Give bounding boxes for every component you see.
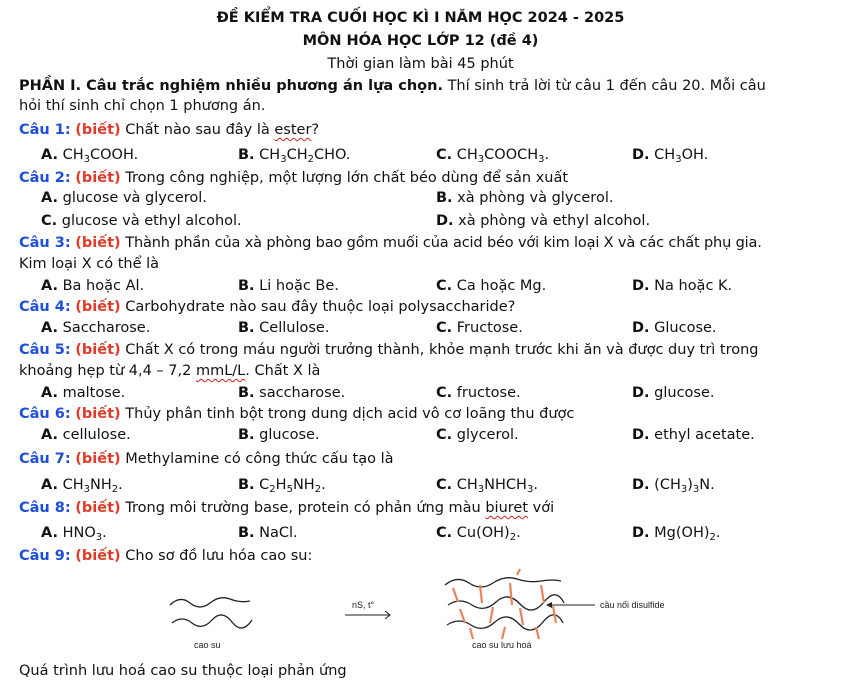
question-text: Carbohydrate nào sau đây thuộc loại polysaccharide? [125,299,516,315]
q5-option-b[interactable]: B. saccharose. [238,385,346,401]
question-text-end: ? [311,122,320,138]
q3-option-b[interactable]: B. Li hoặc Be. [238,278,339,294]
vulcanization-diagram [160,565,700,655]
question-number: Câu 4: [19,299,71,315]
question-number: Câu 9: [19,548,71,564]
question-text: Trong công nghiệp, một lượng lớn chất béo dùng để sản xuất [125,170,569,186]
question-number: Câu 5: [19,342,71,358]
question-number: Câu 7: [19,451,71,467]
q5-option-c[interactable]: C. fructose. [436,385,521,401]
q8-option-c[interactable]: C. $Cu(OH)_2$. [436,525,521,543]
q4-option-a[interactable]: A. Saccharose. [41,320,151,336]
q2-option-b[interactable]: B. xà phòng và glycerol. [436,190,614,206]
reaction-condition: nS, t° [352,600,375,610]
q1-option-b[interactable]: B. $CH_3CH_2CHO$. [238,147,351,165]
disulfide-bridge-label: cầu nối disulfide [600,600,665,610]
question-5 [19,342,759,358]
question-number: Câu 8: [19,500,71,516]
q8-option-b[interactable]: B. NaCl. [238,525,298,541]
disulfide-bridges [453,569,556,639]
question-level: (biết) [75,406,121,422]
question-6 [19,406,574,422]
part1-instruction-2: hỏi thí sinh chỉ chọn 1 phương án. [19,98,266,114]
q6-option-c[interactable]: C. glycerol. [436,427,519,443]
q3-option-d[interactable]: D. Na hoặc K. [632,278,733,294]
q3-option-c[interactable]: C. Ca hoặc Mg. [436,278,547,294]
vulcanized-rubber [445,569,665,650]
q7-option-b[interactable]: B. $C_2H_5NH_2$. [238,477,326,495]
exam-time: Thời gian làm bài 45 phút [327,56,514,72]
reaction-arrow [345,600,390,619]
q2-option-d[interactable]: D. xà phòng và ethyl alcohol. [436,213,651,229]
exam-title: ĐỀ KIỂM TRA CUỐI HỌC KÌ I NĂM HỌC 2024 - 2025 [216,10,625,26]
question-level: (biết) [75,235,121,251]
raw-rubber-label: cao su [194,640,221,650]
question-text-end: với [528,500,555,516]
question-3-text-2: Kim loại X có thể là [19,256,160,272]
question-number: Câu 1: [19,122,71,138]
part1-heading: PHẦN I. Câu trắc nghiệm nhiều phương án lựa chọn. [19,78,443,94]
vulcanized-rubber-label: cao su lưu hoá [472,640,532,650]
question-9 [19,548,312,564]
question-text: Chất nào sau đây là [125,122,275,138]
question-level: (biết) [75,342,121,358]
q2-option-c[interactable]: C. glucose và ethyl alcohol. [41,213,242,229]
question-4 [19,299,515,315]
q2-option-a[interactable]: A. glucose và glycerol. [41,190,207,206]
question-number: Câu 3: [19,235,71,251]
question-number: Câu 6: [19,406,71,422]
q8-option-a[interactable]: A. $HNO_3$. [41,525,107,543]
exam-subject: MÔN HÓA HỌC LỚP 12 (đề 4) [302,33,539,49]
question-9-continuation: Quá trình lưu hoá cao su thuộc loại phản ứng [19,663,347,679]
q7-option-a[interactable]: A. $CH_3NH_2$. [41,477,123,495]
part1-line1 [19,78,766,94]
question-text: Methylamine có công thức cấu tạo là [125,451,394,467]
question-1 [19,122,319,138]
question-level: (biết) [75,122,121,138]
question-5-text-2: khoảng hẹp từ 4,4 – 7,2 mmL/L. Chất X là [19,363,321,379]
question-level: (biết) [75,451,121,467]
question-text: Thủy phân tinh bột trong dung dịch acid vô cơ loãng thu được [125,406,575,422]
part1-instruction: Thí sinh trả lời từ câu 1 đến câu 20. Mỗi câu [442,78,766,94]
question-text-wavy: biuret [485,500,529,516]
question-text: Trong môi trường base, protein có phản ứng màu [125,500,486,516]
q6-option-a[interactable]: A. cellulose. [41,427,131,443]
question-text: Cho sơ đồ lưu hóa cao su: [125,548,313,564]
q5-option-a[interactable]: A. maltose. [41,385,126,401]
q4-option-d[interactable]: D. Glucose. [632,320,717,336]
q1-option-a[interactable]: A. $CH_3COOH$. [41,147,139,165]
question-text-wavy: ester [274,122,312,138]
q7-option-d[interactable]: D. $(CH_3)_3N$. [632,477,715,495]
q8-option-d[interactable]: D. $Mg(OH)_2$. [632,525,721,543]
q1-option-d[interactable]: D. $CH_3OH$. [632,147,709,165]
question-level: (biết) [75,299,121,315]
q7-option-c[interactable]: C. $CH_3NHCH_3$. [436,477,538,495]
question-level: (biết) [75,548,121,564]
question-8 [19,500,554,516]
raw-rubber-chains [170,598,252,628]
q1-option-c[interactable]: C. $CH_3COOCH_3$. [436,147,550,165]
q4-option-c[interactable]: C. Fructose. [436,320,523,336]
question-number: Câu 2: [19,170,71,186]
q5-option-d[interactable]: D. glucose. [632,385,715,401]
q4-option-b[interactable]: B. Cellulose. [238,320,330,336]
q6-option-d[interactable]: D. ethyl acetate. [632,427,755,443]
q6-option-b[interactable]: B. glucose. [238,427,320,443]
question-text: Chất X có trong máu người trưởng thành, khỏe mạnh trước khi ăn và được duy trì trong [125,342,759,358]
question-7 [19,451,394,467]
question-2 [19,170,568,186]
question-3 [19,235,762,251]
q3-option-a[interactable]: A. Ba hoặc Al. [41,278,145,294]
question-text: Thành phần của xà phòng bao gồm muối của acid béo với kim loại X và các chất phụ gia. [125,235,762,251]
question-level: (biết) [75,170,121,186]
question-level: (biết) [75,500,121,516]
